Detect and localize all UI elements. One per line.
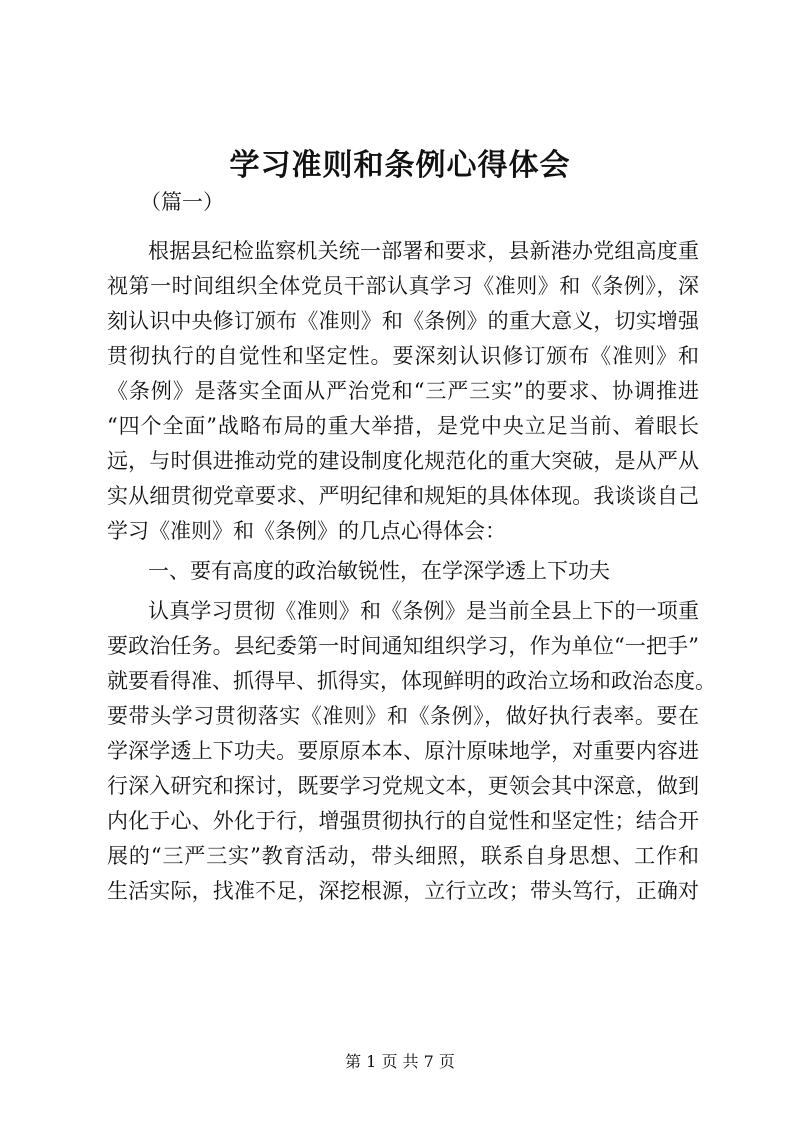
- paragraph-line: 远，与时俱进推动党的建设制度化规范化的重大突破，是从严从: [107, 449, 699, 473]
- paragraph-line: 贯彻执行的自觉性和坚定性。要深刻认识修订颁布《准则》和: [107, 344, 699, 368]
- paragraph-line: 就要看得准、抓得早、抓得实，体现鲜明的政治立场和政治态度。: [107, 669, 716, 693]
- paragraph-line: 根据县纪检监察机关统一部署和要求，县新港办党组高度重: [148, 239, 699, 263]
- paragraph-line: 要带头学习贯彻落实《准则》和《条例》，做好执行表率。要在: [107, 704, 699, 728]
- paragraph-line: 学习《准则》和《条例》的几点心得体会：: [107, 519, 506, 543]
- paragraph-line: 刻认识中央修订颁布《准则》和《条例》的重大意义，切实增强: [107, 309, 699, 333]
- paragraph-line: 要政治任务。县纪委第一时间通知组织学习，作为单位“一把手”: [107, 634, 699, 658]
- paragraph-line: 视第一时间组织全体党员干部认真学习《准则》和《条例》，深: [107, 274, 699, 298]
- document-title: 学习准则和条例心得体会: [229, 148, 571, 183]
- page-footer: 第 1 页 共 7 页: [345, 1052, 455, 1071]
- paragraph-line: 行深入研究和探讨，既要学习党规文本，更领会其中深意，做到: [107, 774, 699, 798]
- section-heading: 一、要有高度的政治敏锐性，在学深学透上下功夫: [148, 559, 610, 583]
- paragraph-line: 认真学习贯彻《准则》和《条例》是当前全县上下的一项重: [148, 599, 699, 623]
- paragraph-line: 内化于心、外化于行，增强贯彻执行的自觉性和坚定性；结合开: [107, 809, 699, 833]
- paragraph-line: 展的“三严三实”教育活动，带头细照，联系自身思想、工作和: [107, 844, 699, 868]
- paragraph-line: 《条例》是落实全面从严治党和“三严三实”的要求、协调推进: [107, 379, 699, 403]
- paragraph-line: 生活实际，找准不足，深挖根源，立行立改；带头笃行，正确对: [107, 879, 699, 903]
- section-label: （篇一）: [140, 190, 224, 214]
- paragraph-line: “四个全面”战略布局的重大举措，是党中央立足当前、着眼长: [107, 414, 699, 438]
- paragraph-line: 实从细贯彻党章要求、严明纪律和规矩的具体体现。我谈谈自己: [107, 484, 699, 508]
- paragraph-line: 学深学透上下功夫。要原原本本、原汁原味地学，对重要内容进: [107, 739, 699, 763]
